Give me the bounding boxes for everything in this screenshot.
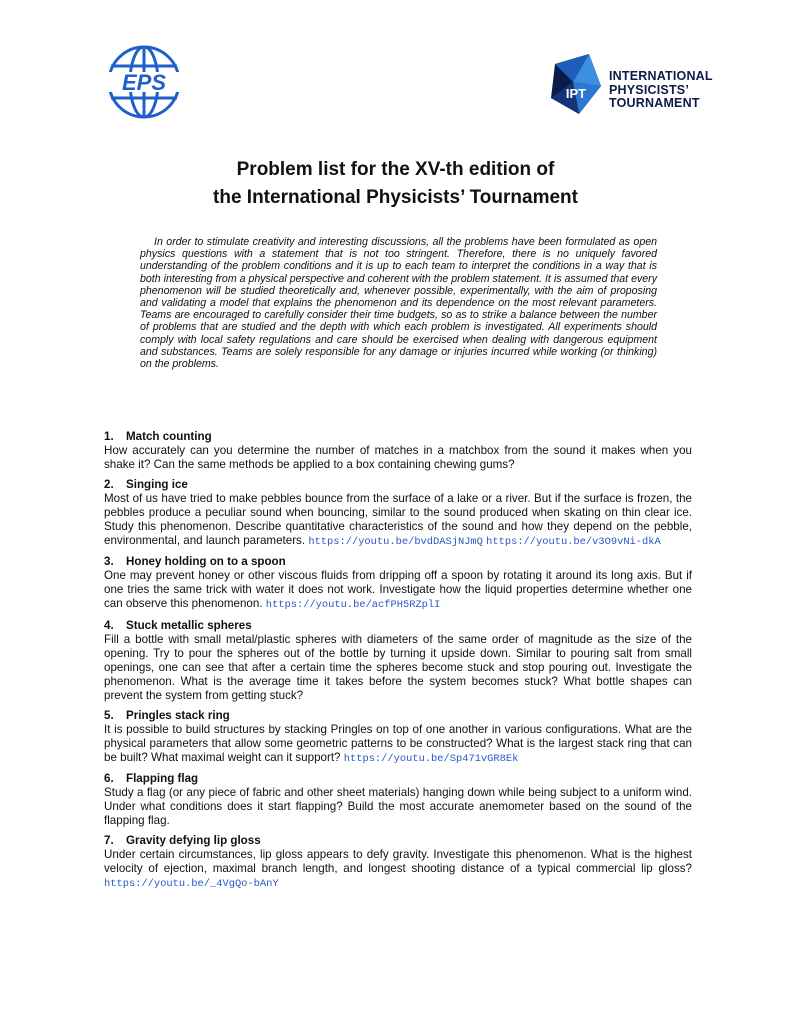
problem-heading: [104, 619, 692, 633]
eps-logo: [103, 44, 185, 120]
problem-title: Gravity defying lip gloss: [126, 834, 261, 848]
problem-body: [104, 848, 692, 892]
problem-body: [104, 569, 692, 613]
problem-text: Study a flag (or any piece of fabric and other sheet materials) hanging down while being subject to a uniform wind. Under what conditions does it start flapping? Build the most accurate anemometer based on the sound of the flapping flag.: [104, 786, 692, 828]
problem-text: One may prevent honey or other viscous fluids from dripping off a spoon by rotating it around its long axis. But if one tries the same trick with water it does not work. Investigate how the liquid properties determine whether one can observe this phenomenon.: [104, 569, 692, 611]
abstract-text: In order to stimulate creativity and interesting discussions, all the problems have been formulated as open physics questions with a statement that is not too stringent. Therefore, there is no uniquely favored understanding of the problem conditions and it is up to each team to interpret the conditions in a way that is both interesting from a physical perspective and coherent with the problem statement. It is assumed that every phenomenon will be studied theoretically and, whenever possible, experimentally, with the aim of proposing and validating a model that explains the phenomenon and its dependence on the most relevant parameters. Teams are encouraged to carefully consider their time budgets, so as to strike a balance between the number of problems that are studied and the depth with which each problem is investigated. All experiments should comply with local safety regulations and care should be exercised when dealing with dangerous equipment and substances. Teams are solely responsible for any damage or injuries incurred while working (or thinking) on the problems.: [140, 236, 657, 371]
problem-body: [104, 723, 692, 767]
problem-title: Match counting: [126, 430, 212, 443]
problem-heading: [104, 555, 692, 569]
ipt-logo: [549, 52, 734, 122]
problem-number: 3.: [104, 555, 114, 569]
title-line-2: the International Physicists’ Tournament: [213, 187, 578, 208]
problem-heading: [104, 430, 692, 444]
problem-text: Most of us have tried to make pebbles bounce from the surface of a lake or a river. But if the surface is frozen, the pebbles produce a peculiar sound when bouncing, similar to the sound produced when skating on thin clear ice. Study this phenomenon. Describe quantitative characteristics of the sound and how they depend on the pebble, environmental, and launch parameters.: [104, 491, 692, 547]
problem-body: [104, 786, 692, 828]
problem-heading: [104, 478, 692, 492]
title-line-1: Problem list for the XV-th edition of: [236, 159, 555, 180]
video-link[interactable]: https://youtu.be/Sp471vGR8Ek: [343, 752, 519, 765]
eps-logo-text: EPS: [121, 70, 167, 95]
video-link[interactable]: https://youtu.be/v3O9vNi-dkA: [486, 535, 661, 548]
problem-list: [104, 430, 692, 898]
problem-title: Pringles stack ring: [126, 708, 230, 722]
page-title: [0, 156, 791, 212]
problem-item: [104, 619, 692, 703]
problem-text: It is possible to build structures by stacking Pringles on top of one another in various configurations. What are the physical parameters that allow some geometric patterns to be constructed? What is the largest stack ring that can be built? What maximal weight can it support?: [104, 722, 692, 764]
video-link[interactable]: https://youtu.be/bvdDASjNJmQ: [308, 535, 483, 548]
video-link[interactable]: https://youtu.be/_4VgQo-bAnY: [104, 877, 279, 890]
problem-heading: [104, 709, 692, 723]
ipt-name-line: TOURNAMENT: [609, 96, 700, 110]
problem-number: 7.: [104, 834, 114, 848]
ipt-mark-text: IPT: [565, 86, 587, 101]
problem-item: [104, 430, 692, 472]
ipt-logo-name: [609, 70, 713, 111]
problem-item: [104, 478, 692, 550]
problem-body: [104, 633, 692, 703]
problem-number: 5.: [104, 708, 114, 722]
ipt-name-line: INTERNATIONAL: [609, 69, 713, 83]
problem-number: 2.: [104, 477, 114, 491]
problem-title: Singing ice: [126, 477, 188, 491]
problem-item: [104, 555, 692, 613]
problem-number: 4.: [104, 619, 114, 633]
problem-title: Flapping flag: [126, 772, 199, 786]
problem-text: How accurately can you determine the number of matches in a matchbox from the sound it makes when you shake it? Can the same methods be applied to a box containing chewing gums?: [104, 444, 692, 471]
problem-title: Honey holding on to a spoon: [126, 555, 286, 569]
ipt-mark-icon: [549, 52, 603, 116]
problem-title: Stuck metallic spheres: [126, 619, 252, 633]
video-link[interactable]: https://youtu.be/acfPH5RZplI: [265, 599, 441, 612]
problem-body: [104, 444, 692, 472]
problem-heading: [104, 834, 692, 848]
abstract: [140, 236, 657, 370]
problem-number: 6.: [104, 772, 114, 786]
problem-number: 1.: [104, 430, 114, 443]
problem-text: Fill a bottle with small metal/plastic spheres with diameters of the same order of magnitude as the size of the opening. Try to pour the spheres out of the bottle by turning it upside down. Similar to pouring salt from small openings, one can see that after a certain time the spheres become stuck and stop pouring out. Investigate the phenomenon. What is the average time it takes before the system becomes stuck? What bottle shapes can prevent the system from getting stuck?: [104, 633, 692, 702]
problem-body: [104, 492, 692, 550]
problem-text: Under certain circumstances, lip gloss appears to defy gravity. Investigate this phenomenon. What is the highest velocity of ejection, maximal branch length, and longest shooting distance of a typical commercial lip gloss?: [104, 848, 692, 876]
problem-heading: [104, 772, 692, 786]
ipt-name-line: PHYSICISTS’: [609, 82, 689, 97]
problem-item: [104, 772, 692, 828]
problem-item: [104, 709, 692, 767]
problem-item: [104, 834, 692, 892]
